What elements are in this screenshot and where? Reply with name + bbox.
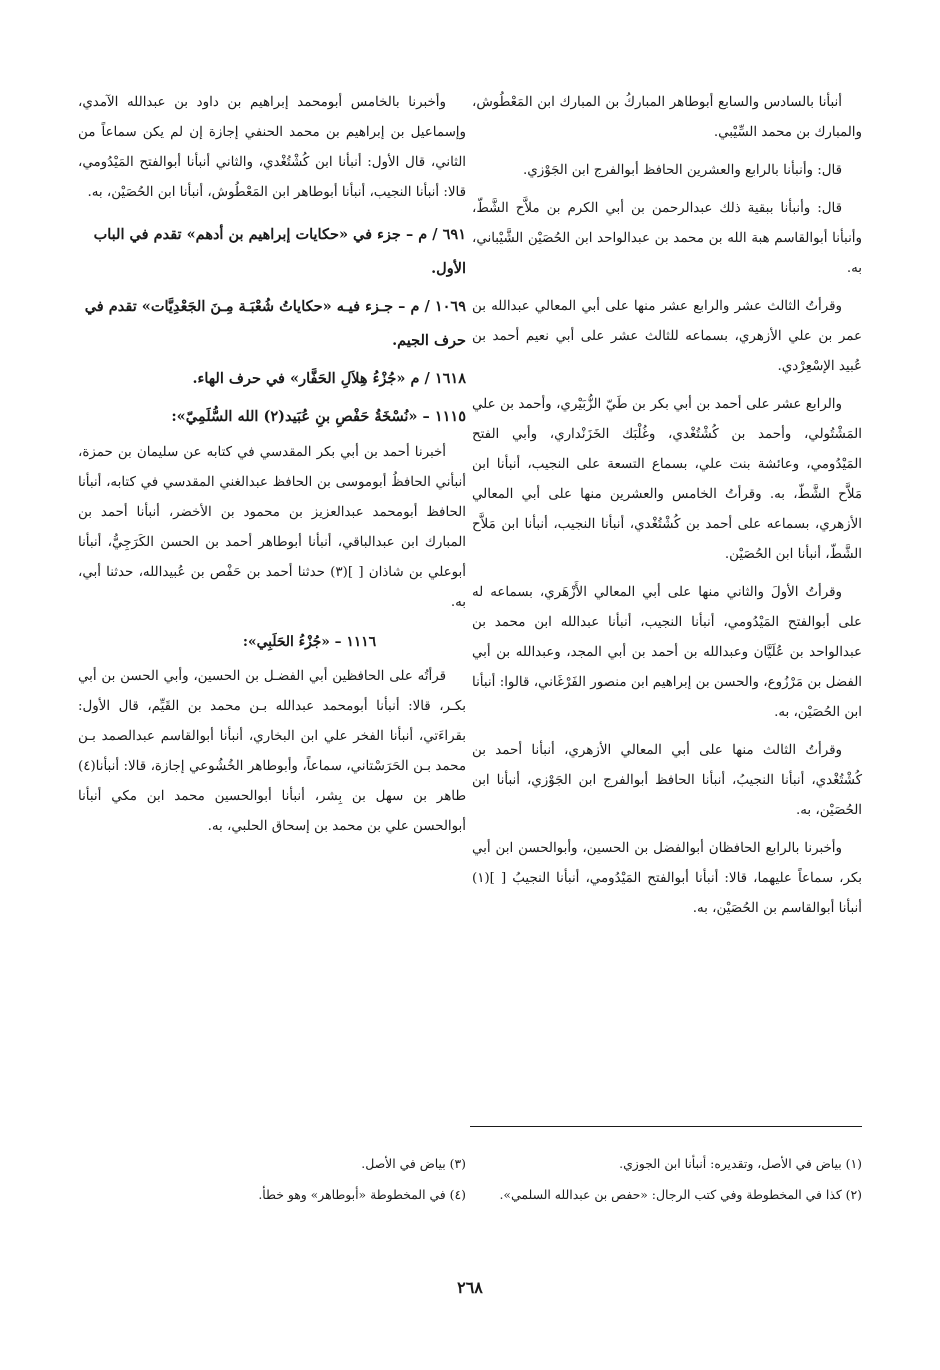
- footnote-divider: [470, 1126, 862, 1127]
- footnote: (٣) بياض في الأصل.: [361, 1156, 466, 1171]
- paragraph: وأخبرنا بالرابع الحافظان أبوالفضل بن الحسين، وأبوالحسن ابن أبي بكر، سماعاً عليهما، قالا: أنبأنا أبوالفتح المَيْدُومي، أنبأنا النجيبُ [ ](١) أنبأنا أبوالقاسم بن الحُصَيْن، به.: [472, 841, 862, 916]
- right-text-column: [472, 88, 862, 932]
- footnote: (٤) في المخطوطة «أبوطاهر» وهو خطأ.: [258, 1187, 466, 1202]
- entry-heading-1116: ١١١٦ – «جُزْءُ الحَلَبِي»:: [242, 634, 376, 650]
- paragraph: وقرأتُ الثالث منها على أبي المعالي الأزهري، أنبأنا أحمد بن كُشْتُغْدي، أنبأنا النجيبُ، أنبأنا الحافظ أبوالفرج ابن الجَوْزي، أنبأنا ابن الحُصَيْن، به.: [472, 743, 862, 818]
- footnotes-left: [78, 1150, 466, 1212]
- paragraph: قال: وأنبأنا ببقية ذلك عبدالرحمن بن أبي الكرم بن ملاَّح الشَّطّ، وأنبأنا أبوالقاسم هبة الله بن محمد بن عبدالواحد ابن الحُصَيْن الشَّيْباني، به.: [472, 201, 862, 276]
- left-text-column: [78, 88, 466, 850]
- entry-heading-691: ٦٩١ / م – جزء في «حكايات إبراهيم بن أدهم» تقدم في الباب الأول.: [93, 226, 466, 277]
- footnotes-right: [470, 1150, 862, 1212]
- paragraph: أنبأنا بالسادس والسابع أبوطاهر المباركُ بن المبارك ابن المَعْطُوش، والمبارك بن محمد السِّيْبي.: [472, 95, 862, 140]
- paragraph: وأخبرنا بالخامس أبومحمد إبراهيم بن داود بن عبدالله الآمدي، وإسماعيل بن إبراهيم بن محمد الحنفي إجازة إن لم يكن سماعاً من الثاني، قال الأول: أنبأنا ابن كُشْتُغْدي، والثاني أنبأنا أبوالفتح المَيْدُومي، قالا: أنبأنا النجيب، أنبأنا أبوطاهر ابن المَعْطُوش، أنبأنا ابن الحُصَيْن، به.: [78, 95, 466, 200]
- entry-heading-1618: ١٦١٨ / م «جُزْءُ هِلاَلِ الحَفَّار» في حرف الهاء.: [192, 370, 466, 387]
- footnote: (١) بياض في الأصل، وتقديره: أنبأنا ابن الجوزي.: [619, 1156, 862, 1171]
- paragraph: أخبرنا أحمد بن أبي بكر المقدسي في كتابه عن سليمان بن حمزة، أنبأني الحافظُ أبوموسى بن الحافظ عبدالغني المقدسي في كتابه، أنبأنا الحافظ أبومحمد عبدالعزيز بن محمود بن الأخضر، أنبأنا أحمد بن المبارك ابن عبدالباقي، أنبأنا أبوطاهر أحمد بن الحسن الكَرَجِيُّ، أنبأنا أبوعلي بن شاذان [ ](٣) حدثنا أحمد بن حَفْص بن عُبيدالله، حدثنا أبي، به.: [78, 445, 466, 610]
- entry-heading-1069: ١٠٦٩ / م – جـزء فيـه «حكاياتُ شُعْبَـة مِـنَ الجَعْدِيَّات» تقدم في حرف الجيم.: [84, 298, 466, 349]
- page-number: ٢٦٨: [457, 1278, 483, 1297]
- paragraph: والرابع عشر على أحمد بن أبي بكر بن طَيّ الزُّبَيْري، وأحمد بن علي المَشْتُولي، وأحمد بن كُشْتُغْدي، وغُلْبَك الخَزَنْداري، وأبي الفتح المَيْدُومي، وعائشة بنت علي، بسماع التسعة على النجيب، أنبأنا ابن مَلاَّح الشَّطّ، به. وقرأتُ الخامس والعشرين منها على أبي المعالي الأزهري، بسماعه على أحمد بن كُشْتُغْدي، أنبأنا النجيب، أنبأنا ابن مَلاَّح الشَّطّ، أنبأنا ابن الحُصَيْن.: [472, 397, 862, 562]
- footnote: (٢) كذا في المخطوطة وفي كتب الرجال: «حفص بن عبدالله السلمي».: [499, 1187, 862, 1202]
- paragraph: وقرأتُ الأولَ والثاني منها على أبي المعالي الأَزْهَري، بسماعه له على أبوالفتح المَيْدُومي، أنبأنا النجيب، أنبأنا عبدالله ابن محمد بن عبدالواحد بن عُلَيَّان وعبدالله بن أحمد بن أبي المجد، وعبدالله بن أبي الفضل بن مَرْزُوع، والحسن بن إبراهيم ابن منصور الفَرْغَاني، قالوا: أنبأنا ابن الحُصَيْن، به.: [472, 585, 862, 720]
- paragraph: وقرأتُ الثالث عشر والرابع عشر منها على أبي المعالي عبدالله بن عمر بن علي الأزهري، بسماعه للثالث عشر على أبي نعيم أحمد بن عُبيد الإسْعِرْدي.: [472, 299, 862, 374]
- paragraph: قال: وأنبأنا بالرابع والعشرين الحافظ أبوالفرج ابن الجَوْزي.: [522, 163, 842, 178]
- entry-heading-1115: ١١١٥ – «نُسْخَةُ حَفْصِ بنِ عُبَيد(٢) الله السُّلَمِيّ»:: [171, 408, 466, 425]
- paragraph: قرأتُه على الحافظين أبي الفضـل بن الحسين، وأبي الحسن بن أبي بكـر، قالا: أنبأنا أبومحمد عبدالله بـن محمد بن القَيِّم، قال الأول: بقراءَتي، أنبأنا الفخر علي ابن البخاري، أنبأنا أبوالقاسم عبدالصمد بـن محمد بـن الحَرَسْتاني، سماعاً، وأبوطاهر الخُشُوعي إجازة، قالا: أنبأنا(٤) طاهر بن سهل بن بِشر، أنبأنا أبوالحسين محمد ابن مكي أنبأنا أبوالحسن علي بن محمد بن إسحاق الحلبي، به.: [78, 669, 466, 834]
